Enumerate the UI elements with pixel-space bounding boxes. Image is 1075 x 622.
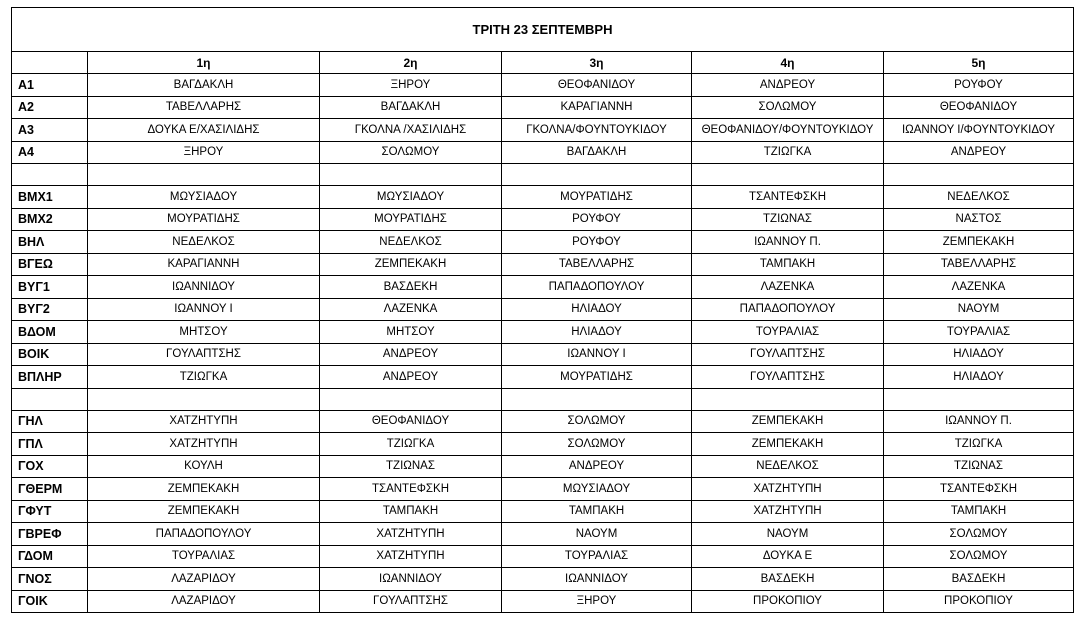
period-cell-2: ΧΑΤΖΗΤΥΠΗ	[320, 545, 502, 568]
period-cell-2: ΓΚΟΛΝΑ /ΧΑΣΙΛΙΔΗΣ	[320, 119, 502, 142]
period-cell-3: ΣΟΛΩΜΟΥ	[502, 410, 692, 433]
spacer-cell	[88, 388, 320, 410]
period-cell-1: ΚΟΥΛΗ	[88, 455, 320, 478]
page-title: ΤΡΙΤΗ 23 ΣΕΠΤΕΜΒΡΗ	[12, 8, 1074, 52]
period-cell-2: ΒΑΣΔΕΚΗ	[320, 276, 502, 299]
spacer-cell	[320, 164, 502, 186]
period-cell-3: ΜΟΥΡΑΤΙΔΗΣ	[502, 186, 692, 209]
period-cell-1: ΠΑΠΑΔΟΠΟΥΛΟΥ	[88, 523, 320, 546]
table-row	[12, 321, 1074, 344]
class-cell: ΓΟΙΚ	[12, 590, 88, 613]
table-row	[12, 96, 1074, 119]
spacer-cell	[884, 388, 1074, 410]
period-cell-3: ΡΟΥΦΟΥ	[502, 231, 692, 254]
period-cell-2: ΜΩΥΣΙΑΔΟΥ	[320, 186, 502, 209]
period-cell-4: ΤΖΙΩΝΑΣ	[692, 208, 884, 231]
period-cell-2: ΝΕΔΕΛΚΟΣ	[320, 231, 502, 254]
period-cell-4: ΖΕΜΠΕΚΑΚΗ	[692, 410, 884, 433]
header-cell-period-3: 3η	[502, 52, 692, 74]
period-cell-1: ΖΕΜΠΕΚΑΚΗ	[88, 500, 320, 523]
spacer-row	[12, 164, 1074, 186]
period-cell-2: ΤΖΙΩΝΑΣ	[320, 455, 502, 478]
period-cell-4: ΠΑΠΑΔΟΠΟΥΛΟΥ	[692, 298, 884, 321]
period-cell-4: ΝΕΔΕΛΚΟΣ	[692, 455, 884, 478]
table-row	[12, 74, 1074, 97]
class-cell: Α4	[12, 141, 88, 164]
period-cell-1: ΖΕΜΠΕΚΑΚΗ	[88, 478, 320, 501]
spacer-cell	[692, 164, 884, 186]
class-cell: Α2	[12, 96, 88, 119]
period-cell-2: ΙΩΑΝΝΙΔΟΥ	[320, 568, 502, 591]
class-cell: ΒΔΟΜ	[12, 321, 88, 344]
period-cell-5: ΝΑΟΥΜ	[884, 298, 1074, 321]
class-cell: ΓΝΟΣ	[12, 568, 88, 591]
period-cell-3: ΑΝΔΡΕΟΥ	[502, 455, 692, 478]
period-cell-3: ΙΩΑΝΝΙΔΟΥ	[502, 568, 692, 591]
table-row	[12, 343, 1074, 366]
table-row	[12, 119, 1074, 142]
class-cell: ΓΠΛ	[12, 433, 88, 456]
header-cell-period-2: 2η	[320, 52, 502, 74]
period-cell-3: ΘΕΟΦΑΝΙΔΟΥ	[502, 74, 692, 97]
timetable-sheet	[11, 7, 1073, 613]
spacer-cell	[884, 164, 1074, 186]
period-cell-5: ΗΛΙΑΔΟΥ	[884, 366, 1074, 389]
period-cell-4: ΠΡΟΚΟΠΙΟΥ	[692, 590, 884, 613]
class-cell: ΒΜΧ2	[12, 208, 88, 231]
period-cell-5: ΠΡΟΚΟΠΙΟΥ	[884, 590, 1074, 613]
period-cell-5: ΣΟΛΩΜΟΥ	[884, 523, 1074, 546]
spacer-cell	[692, 388, 884, 410]
table-row	[12, 298, 1074, 321]
period-cell-4: ΧΑΤΖΗΤΥΠΗ	[692, 478, 884, 501]
class-cell: ΒΜΧ1	[12, 186, 88, 209]
table-row	[12, 433, 1074, 456]
table-row	[12, 366, 1074, 389]
period-cell-4: ΝΑΟΥΜ	[692, 523, 884, 546]
table-row	[12, 276, 1074, 299]
period-cell-1: ΤΑΒΕΛΛΑΡΗΣ	[88, 96, 320, 119]
period-cell-3: ΤΟΥΡΑΛΙΑΣ	[502, 545, 692, 568]
table-row	[12, 208, 1074, 231]
table-row	[12, 568, 1074, 591]
header-cell-period-1: 1η	[88, 52, 320, 74]
class-cell: Α1	[12, 74, 88, 97]
header-cell-period-5: 5η	[884, 52, 1074, 74]
spacer-cell	[12, 164, 88, 186]
period-cell-2: ΤΑΜΠΑΚΗ	[320, 500, 502, 523]
table-row	[12, 253, 1074, 276]
period-cell-1: ΜΟΥΡΑΤΙΔΗΣ	[88, 208, 320, 231]
period-cell-4: ΓΟΥΛΑΠΤΣΗΣ	[692, 343, 884, 366]
period-cell-5: ΣΟΛΩΜΟΥ	[884, 545, 1074, 568]
period-cell-3: ΤΑΜΠΑΚΗ	[502, 500, 692, 523]
spacer-cell	[320, 388, 502, 410]
period-cell-1: ΤΖΙΩΓΚΑ	[88, 366, 320, 389]
period-cell-4: ΧΑΤΖΗΤΥΠΗ	[692, 500, 884, 523]
header-row	[12, 52, 1074, 74]
period-cell-1: ΙΩΑΝΝΟΥ Ι	[88, 298, 320, 321]
period-cell-1: ΜΗΤΣΟΥ	[88, 321, 320, 344]
period-cell-5: ΛΑΖΕΝΚΑ	[884, 276, 1074, 299]
period-cell-2: ΤΣΑΝΤΕΦΣΚΗ	[320, 478, 502, 501]
period-cell-4: ΙΩΑΝΝΟΥ Π.	[692, 231, 884, 254]
period-cell-3: ΚΑΡΑΓΙΑΝΝΗ	[502, 96, 692, 119]
period-cell-4: ΓΟΥΛΑΠΤΣΗΣ	[692, 366, 884, 389]
period-cell-3: ΠΑΠΑΔΟΠΟΥΛΟΥ	[502, 276, 692, 299]
period-cell-2: ΛΑΖΕΝΚΑ	[320, 298, 502, 321]
class-cell: ΒΗΛ	[12, 231, 88, 254]
class-cell: ΓΘΕΡΜ	[12, 478, 88, 501]
period-cell-2: ΞΗΡΟΥ	[320, 74, 502, 97]
class-cell: Α3	[12, 119, 88, 142]
period-cell-4: ΤΟΥΡΑΛΙΑΣ	[692, 321, 884, 344]
period-cell-5: ΤΑΒΕΛΛΑΡΗΣ	[884, 253, 1074, 276]
header-cell-period-4: 4η	[692, 52, 884, 74]
spacer-cell	[502, 164, 692, 186]
period-cell-3: ΤΑΒΕΛΛΑΡΗΣ	[502, 253, 692, 276]
period-cell-5: ΖΕΜΠΕΚΑΚΗ	[884, 231, 1074, 254]
period-cell-5: ΤΑΜΠΑΚΗ	[884, 500, 1074, 523]
period-cell-5: ΙΩΑΝΝΟΥ Ι/ΦΟΥΝΤΟΥΚΙΔΟΥ	[884, 119, 1074, 142]
period-cell-1: ΧΑΤΖΗΤΥΠΗ	[88, 433, 320, 456]
period-cell-3: ΜΩΥΣΙΑΔΟΥ	[502, 478, 692, 501]
class-cell: ΓΟΧ	[12, 455, 88, 478]
period-cell-2: ΜΟΥΡΑΤΙΔΗΣ	[320, 208, 502, 231]
table-row	[12, 186, 1074, 209]
period-cell-5: ΙΩΑΝΝΟΥ Π.	[884, 410, 1074, 433]
period-cell-4: ΛΑΖΕΝΚΑ	[692, 276, 884, 299]
class-cell: ΒΥΓ1	[12, 276, 88, 299]
table-row	[12, 141, 1074, 164]
period-cell-1: ΞΗΡΟΥ	[88, 141, 320, 164]
period-cell-5: ΗΛΙΑΔΟΥ	[884, 343, 1074, 366]
period-cell-3: ΞΗΡΟΥ	[502, 590, 692, 613]
table-row	[12, 500, 1074, 523]
class-cell: ΒΠΛΗΡ	[12, 366, 88, 389]
title-row	[12, 8, 1074, 52]
period-cell-4: ΤΣΑΝΤΕΦΣΚΗ	[692, 186, 884, 209]
period-cell-3: ΡΟΥΦΟΥ	[502, 208, 692, 231]
period-cell-4: ΖΕΜΠΕΚΑΚΗ	[692, 433, 884, 456]
period-cell-1: ΜΩΥΣΙΑΔΟΥ	[88, 186, 320, 209]
spacer-cell	[12, 388, 88, 410]
period-cell-4: ΑΝΔΡΕΟΥ	[692, 74, 884, 97]
timetable-body	[12, 8, 1074, 613]
table-row	[12, 545, 1074, 568]
period-cell-2: ΑΝΔΡΕΟΥ	[320, 366, 502, 389]
period-cell-1: ΤΟΥΡΑΛΙΑΣ	[88, 545, 320, 568]
period-cell-2: ΣΟΛΩΜΟΥ	[320, 141, 502, 164]
class-cell: ΓΒΡΕΦ	[12, 523, 88, 546]
spacer-cell	[502, 388, 692, 410]
period-cell-2: ΑΝΔΡΕΟΥ	[320, 343, 502, 366]
table-row	[12, 231, 1074, 254]
period-cell-1: ΝΕΔΕΛΚΟΣ	[88, 231, 320, 254]
period-cell-1: ΧΑΤΖΗΤΥΠΗ	[88, 410, 320, 433]
period-cell-3: ΗΛΙΑΔΟΥ	[502, 321, 692, 344]
header-cell-class	[12, 52, 88, 74]
period-cell-3: ΓΚΟΛΝΑ/ΦΟΥΝΤΟΥΚΙΔΟΥ	[502, 119, 692, 142]
class-cell: ΒΟΙΚ	[12, 343, 88, 366]
table-row	[12, 478, 1074, 501]
class-cell: ΓΗΛ	[12, 410, 88, 433]
period-cell-3: ΒΑΓΔΑΚΛΗ	[502, 141, 692, 164]
period-cell-2: ΜΗΤΣΟΥ	[320, 321, 502, 344]
period-cell-4: ΒΑΣΔΕΚΗ	[692, 568, 884, 591]
period-cell-3: ΣΟΛΩΜΟΥ	[502, 433, 692, 456]
period-cell-2: ΘΕΟΦΑΝΙΔΟΥ	[320, 410, 502, 433]
period-cell-1: ΔΟΥΚΑ Ε/ΧΑΣΙΛΙΔΗΣ	[88, 119, 320, 142]
class-cell: ΒΓΕΩ	[12, 253, 88, 276]
period-cell-3: ΝΑΟΥΜ	[502, 523, 692, 546]
period-cell-1: ΙΩΑΝΝΙΔΟΥ	[88, 276, 320, 299]
period-cell-4: ΤΖΙΩΓΚΑ	[692, 141, 884, 164]
period-cell-4: ΘΕΟΦΑΝΙΔΟΥ/ΦΟΥΝΤΟΥΚΙΔΟΥ	[692, 119, 884, 142]
period-cell-1: ΓΟΥΛΑΠΤΣΗΣ	[88, 343, 320, 366]
period-cell-5: ΑΝΔΡΕΟΥ	[884, 141, 1074, 164]
period-cell-4: ΔΟΥΚΑ Ε	[692, 545, 884, 568]
period-cell-5: ΒΑΣΔΕΚΗ	[884, 568, 1074, 591]
period-cell-3: ΜΟΥΡΑΤΙΔΗΣ	[502, 366, 692, 389]
period-cell-3: ΗΛΙΑΔΟΥ	[502, 298, 692, 321]
period-cell-5: ΤΖΙΩΓΚΑ	[884, 433, 1074, 456]
period-cell-1: ΛΑΖΑΡΙΔΟΥ	[88, 568, 320, 591]
period-cell-4: ΤΑΜΠΑΚΗ	[692, 253, 884, 276]
period-cell-5: ΤΣΑΝΤΕΦΣΚΗ	[884, 478, 1074, 501]
period-cell-2: ΓΟΥΛΑΠΤΣΗΣ	[320, 590, 502, 613]
period-cell-5: ΝΑΣΤΟΣ	[884, 208, 1074, 231]
period-cell-2: ΤΖΙΩΓΚΑ	[320, 433, 502, 456]
timetable	[11, 7, 1074, 613]
period-cell-5: ΘΕΟΦΑΝΙΔΟΥ	[884, 96, 1074, 119]
period-cell-5: ΤΟΥΡΑΛΙΑΣ	[884, 321, 1074, 344]
period-cell-2: ΒΑΓΔΑΚΛΗ	[320, 96, 502, 119]
period-cell-1: ΛΑΖΑΡΙΔΟΥ	[88, 590, 320, 613]
table-row	[12, 455, 1074, 478]
table-row	[12, 523, 1074, 546]
spacer-cell	[88, 164, 320, 186]
spacer-row	[12, 388, 1074, 410]
period-cell-5: ΡΟΥΦΟΥ	[884, 74, 1074, 97]
class-cell: ΓΦΥΤ	[12, 500, 88, 523]
period-cell-2: ΧΑΤΖΗΤΥΠΗ	[320, 523, 502, 546]
period-cell-5: ΤΖΙΩΝΑΣ	[884, 455, 1074, 478]
table-row	[12, 410, 1074, 433]
period-cell-1: ΒΑΓΔΑΚΛΗ	[88, 74, 320, 97]
period-cell-2: ΖΕΜΠΕΚΑΚΗ	[320, 253, 502, 276]
period-cell-4: ΣΟΛΩΜΟΥ	[692, 96, 884, 119]
class-cell: ΓΔΟΜ	[12, 545, 88, 568]
period-cell-5: ΝΕΔΕΛΚΟΣ	[884, 186, 1074, 209]
table-row	[12, 590, 1074, 613]
period-cell-1: ΚΑΡΑΓΙΑΝΝΗ	[88, 253, 320, 276]
class-cell: ΒΥΓ2	[12, 298, 88, 321]
period-cell-3: ΙΩΑΝΝΟΥ Ι	[502, 343, 692, 366]
